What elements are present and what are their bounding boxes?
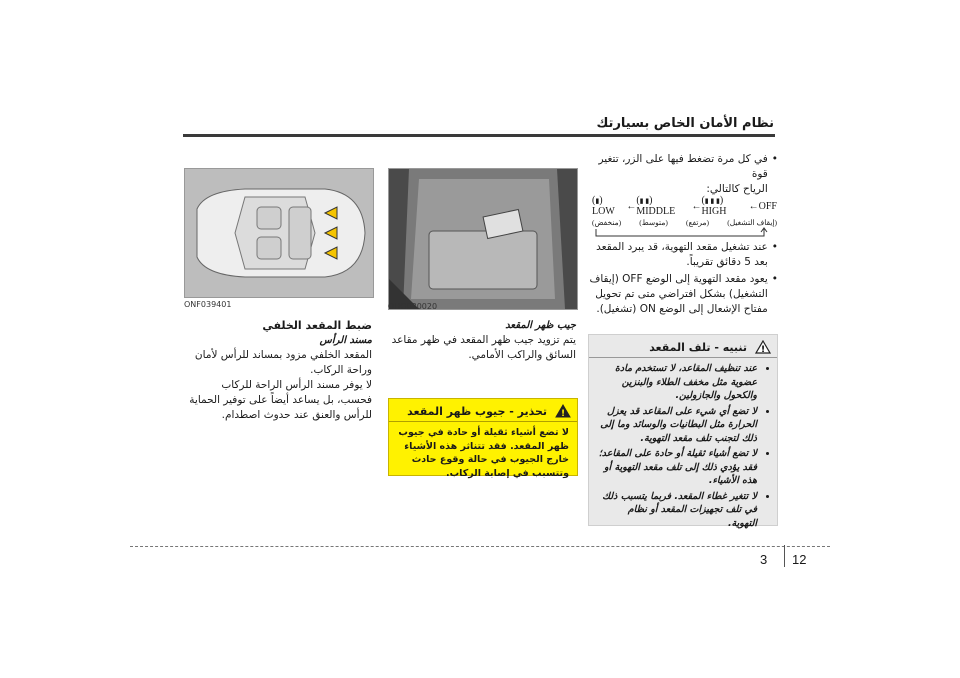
headrest-para2: لا يوفر مسند الرأس الراحة للركاب فحسب، بل يساعد أيضاً على توفير الحماية للرأس والعنق عند حدوث اصطدام.	[189, 379, 372, 421]
right-column-lower: • عند تشغيل مقعد التهوية، قد يبرد المقعد بعد 5 دقائق تقريباً. • يعود مقعد التهوية إلى الوضع OFF (إيقاف التشغيل) بشكل افتراضي متى تم تحويل مفتاح الإشعال إلى الوضع ON (تشغيل).	[589, 241, 778, 315]
header-divider	[183, 134, 775, 137]
para2: عند تشغيل مقعد التهوية، قد يبرد المقعد بعد 5 دقائق تقريباً.	[596, 241, 768, 268]
seatback-image-code: OHG030020	[388, 302, 438, 311]
rear-headrest-image	[184, 168, 374, 298]
caution-triangle-icon	[755, 340, 771, 354]
svg-text:!: !	[760, 345, 766, 354]
para3: يعود مقعد التهوية إلى الوضع OFF (إيقاف التشغيل) بشكل افتراضي متى تم تحويل مفتاح الإشعال إلى الوضع ON (تشغيل).	[589, 273, 768, 315]
headrest-image-code: ONF039401	[184, 300, 232, 309]
warning-title: تحذير - جيوب ظهر المقعد	[407, 404, 547, 418]
seatback-pocket-illustration	[389, 169, 577, 309]
seatback-pocket-heading: جيب ظهر المقعد	[505, 320, 576, 331]
headrest-para1: المقعد الخلفي مزود بمساند للرأس لأمان وراحة الركاب.	[194, 349, 372, 376]
warning-box	[388, 398, 578, 479]
seq-middle: (▮ ▮) MIDDLE	[636, 195, 676, 217]
caution-item: • لا تضع أشياء ثقيلة أو حادة على المقاعد؛ فقد يؤدي ذلك إلى تلف مقعد التهوية أو هذه الأشياء.	[597, 447, 757, 488]
seq-arrow-2: ←	[691, 200, 702, 212]
caution-item: • لا تتغير غطاء المقعد. فربما يتسبب ذلك في تلف تجهيزات المقعد أو نظام التهوية.	[597, 490, 757, 531]
page-number: 12	[792, 552, 807, 567]
caution-item: • عند تنظيف المقاعد، لا تستخدم مادة عضوية مثل مخفف الطلاء والبنزين والكحول والجازولين.	[597, 362, 757, 403]
para1-line1: في كل مرة تضغط فيها على الزر، تتغير قوة	[598, 153, 768, 180]
seq-middle-caption: (متوسط)	[639, 218, 668, 227]
para1-line2: الرياح كالتالي:	[706, 183, 768, 195]
seq-off-caption: (إيقاف التشغيل)	[727, 218, 777, 227]
seatback-pocket-text: يتم تزويد جيب ظهر المقعد في ظهر مقاعد السائق والراكب الأمامي.	[391, 334, 576, 361]
left-column-text	[184, 318, 372, 423]
rear-seat-adjust-heading: ضبط المقعد الخلفي	[262, 319, 372, 332]
warning-title-row	[389, 399, 577, 422]
page-number-separator	[784, 545, 785, 567]
caution-box	[588, 334, 778, 529]
caution-body	[589, 358, 777, 536]
chapter-number: 3	[760, 552, 768, 567]
seq-arrow-1: ←	[626, 200, 637, 212]
caution-item: • لا تضع أي شيء على المقاعد قد يعزل الحرارة مثل البطانيات والوسائد وما إلى ذلك لتجنب تلف مقعد التهوية.	[597, 405, 757, 446]
seq-off: OFF	[758, 200, 777, 212]
seq-low-caption: (منخفض)	[592, 218, 622, 227]
seq-low: (▮) LOW	[592, 195, 615, 217]
caution-title-row	[589, 335, 777, 358]
page-header-title: نظام الأمان الخاص بسيارتك	[596, 116, 774, 131]
warning-triangle-icon	[555, 404, 571, 418]
warning-body: لا تضع أشياء ثقيلة أو حادة في جيوب ظهر المقعد. فقد تتناثر هذه الأشياء خارج الجيوب في حالة وقوع حادث وتتسبب في إصابة الركاب.	[398, 427, 569, 479]
seq-high-caption: (مرتفع)	[686, 218, 710, 227]
footer-divider	[130, 546, 830, 547]
bullet-dot: •	[771, 153, 778, 165]
svg-text:!: !	[560, 409, 566, 418]
caution-title: تنبيه - تلف المقعد	[649, 340, 747, 354]
seq-high: (▮ ▮ ▮) HIGH	[701, 195, 727, 217]
middle-column-text	[388, 318, 576, 363]
fan-speed-sequence	[592, 174, 777, 244]
headrest-subheading: مسند الرأس	[319, 335, 372, 346]
seq-arrow-3: ←	[748, 200, 759, 212]
seq-return-arrow-icon	[592, 227, 777, 241]
car-top-view-illustration	[185, 169, 373, 297]
seatback-pocket-image	[388, 168, 578, 310]
